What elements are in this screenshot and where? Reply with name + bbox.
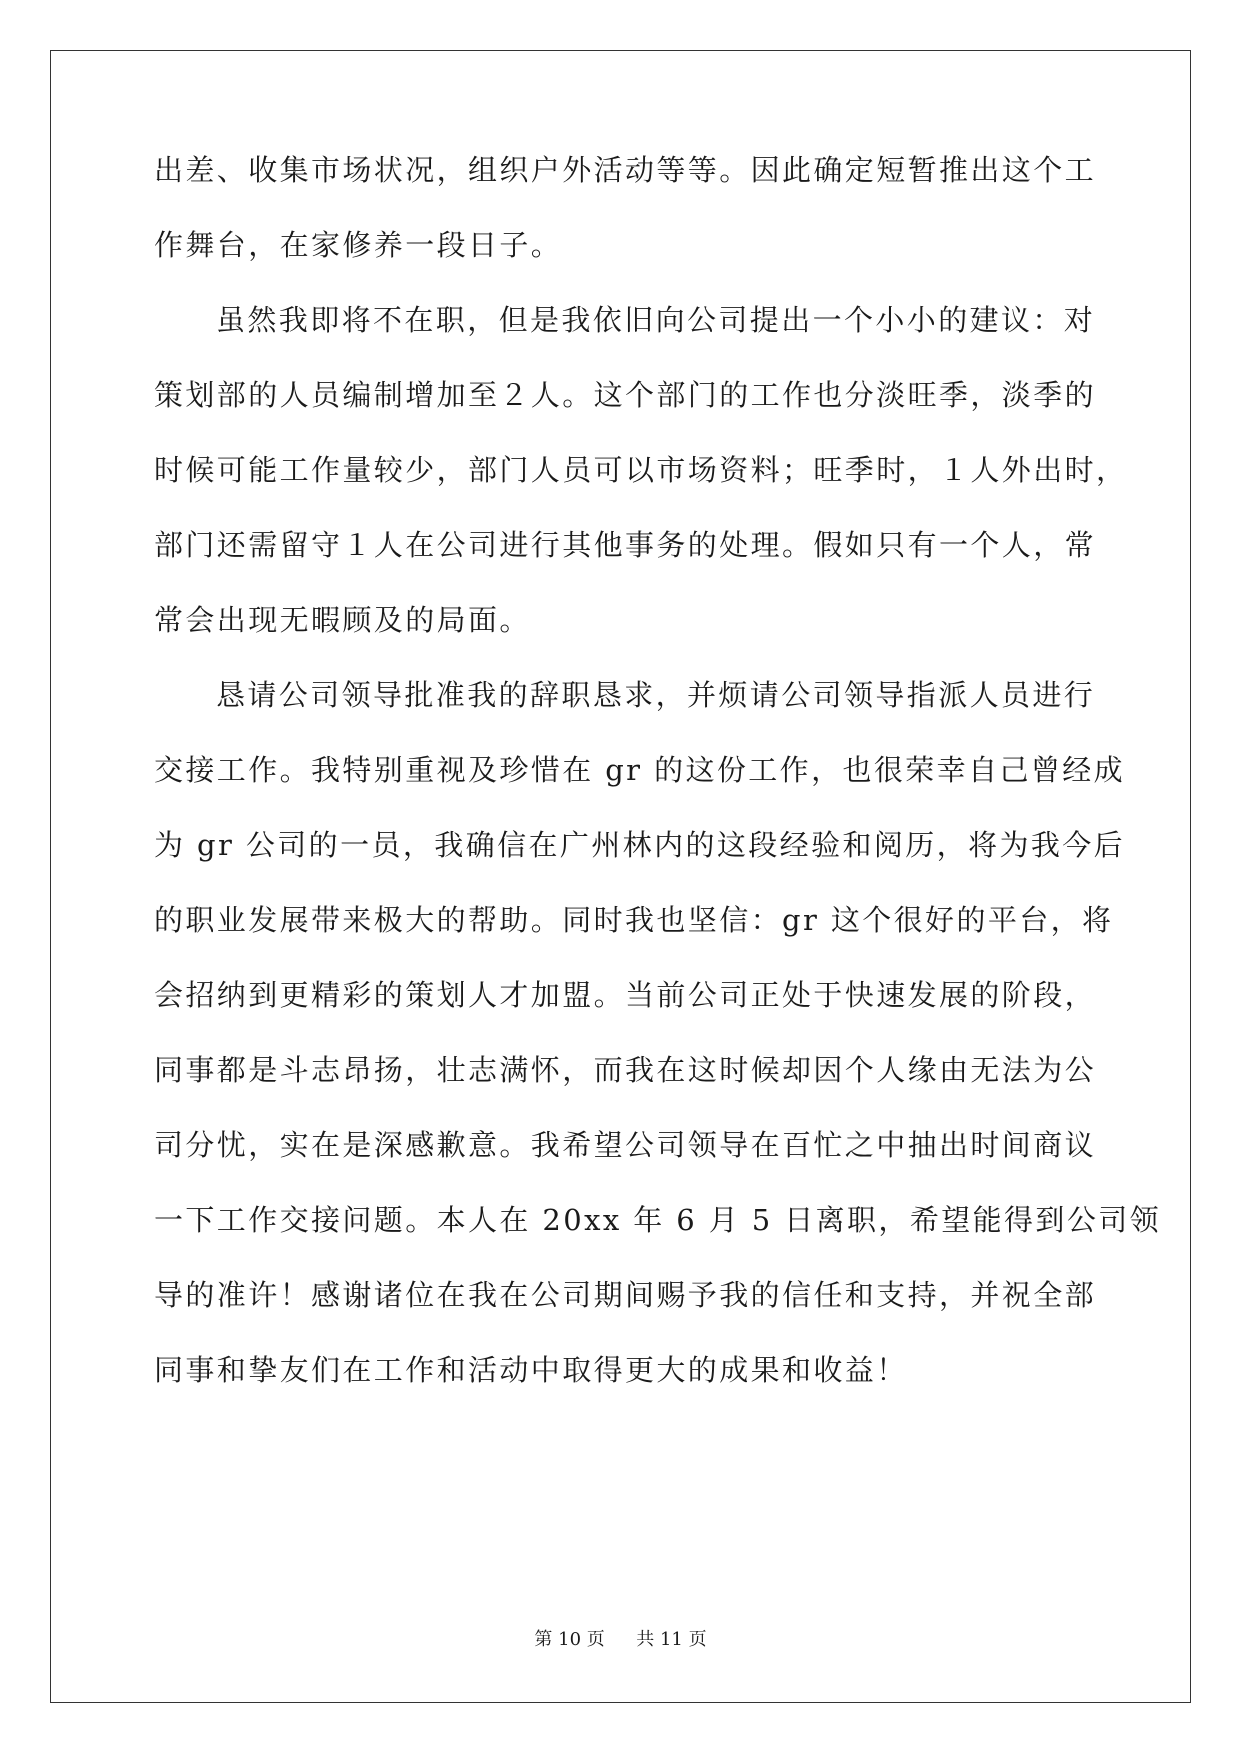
page-border (50, 50, 1191, 1703)
body-line-9: 交接工作。我特别重视及珍惜在 gr 的这份工作，也很荣幸自己曾经成 (154, 753, 1126, 787)
body-line-8: 恳请公司领导批准我的辞职恳求，并烦请公司领导指派人员进行 (216, 678, 1096, 712)
body-line-14: 司分忧，实在是深感歉意。我希望公司领导在百忙之中抽出时间商议 (154, 1128, 1097, 1162)
body-line-4: 策划部的人员编制增加至２人。这个部门的工作也分淡旺季，淡季的 (154, 378, 1097, 412)
body-line-7: 常会出现无暇顾及的局面。 (154, 603, 531, 637)
page-number: 第 10 页 (534, 1629, 605, 1650)
body-line-1: 出差、收集市场状况，组织户外活动等等。因此确定短暂推出这个工 (154, 153, 1097, 187)
body-line-15: 一下工作交接问题。本人在 20xx 年 6 月 5 日离职，希望能得到公司领 (154, 1203, 1162, 1237)
body-line-13: 同事都是斗志昂扬，壮志满怀，而我在这时候却因个人缘由无法为公 (154, 1053, 1097, 1087)
body-line-17: 同事和挚友们在工作和活动中取得更大的成果和收益！ (154, 1353, 908, 1387)
body-line-3: 虽然我即将不在职，但是我依旧向公司提出一个小小的建议：对 (216, 303, 1096, 337)
page-footer (0, 1628, 1241, 1652)
body-line-16: 导的准许！感谢诸位在我在公司期间赐予我的信任和支持，并祝全部 (154, 1278, 1097, 1312)
body-line-6: 部门还需留守１人在公司进行其他事务的处理。假如只有一个人，常 (154, 528, 1097, 562)
body-line-11: 的职业发展带来极大的帮助。同时我也坚信：gr 这个很好的平台，将 (154, 903, 1114, 937)
body-line-10: 为 gr 公司的一员，我确信在广州林内的这段经验和阅历，将为我今后 (154, 828, 1126, 862)
page-total: 共 11 页 (636, 1629, 707, 1650)
body-line-12: 会招纳到更精彩的策划人才加盟。当前公司正处于快速发展的阶段， (154, 978, 1097, 1012)
body-line-5: 时候可能工作量较少，部门人员可以市场资料；旺季时，１人外出时， (154, 453, 1128, 487)
body-line-2: 作舞台，在家修养一段日子。 (154, 228, 563, 262)
